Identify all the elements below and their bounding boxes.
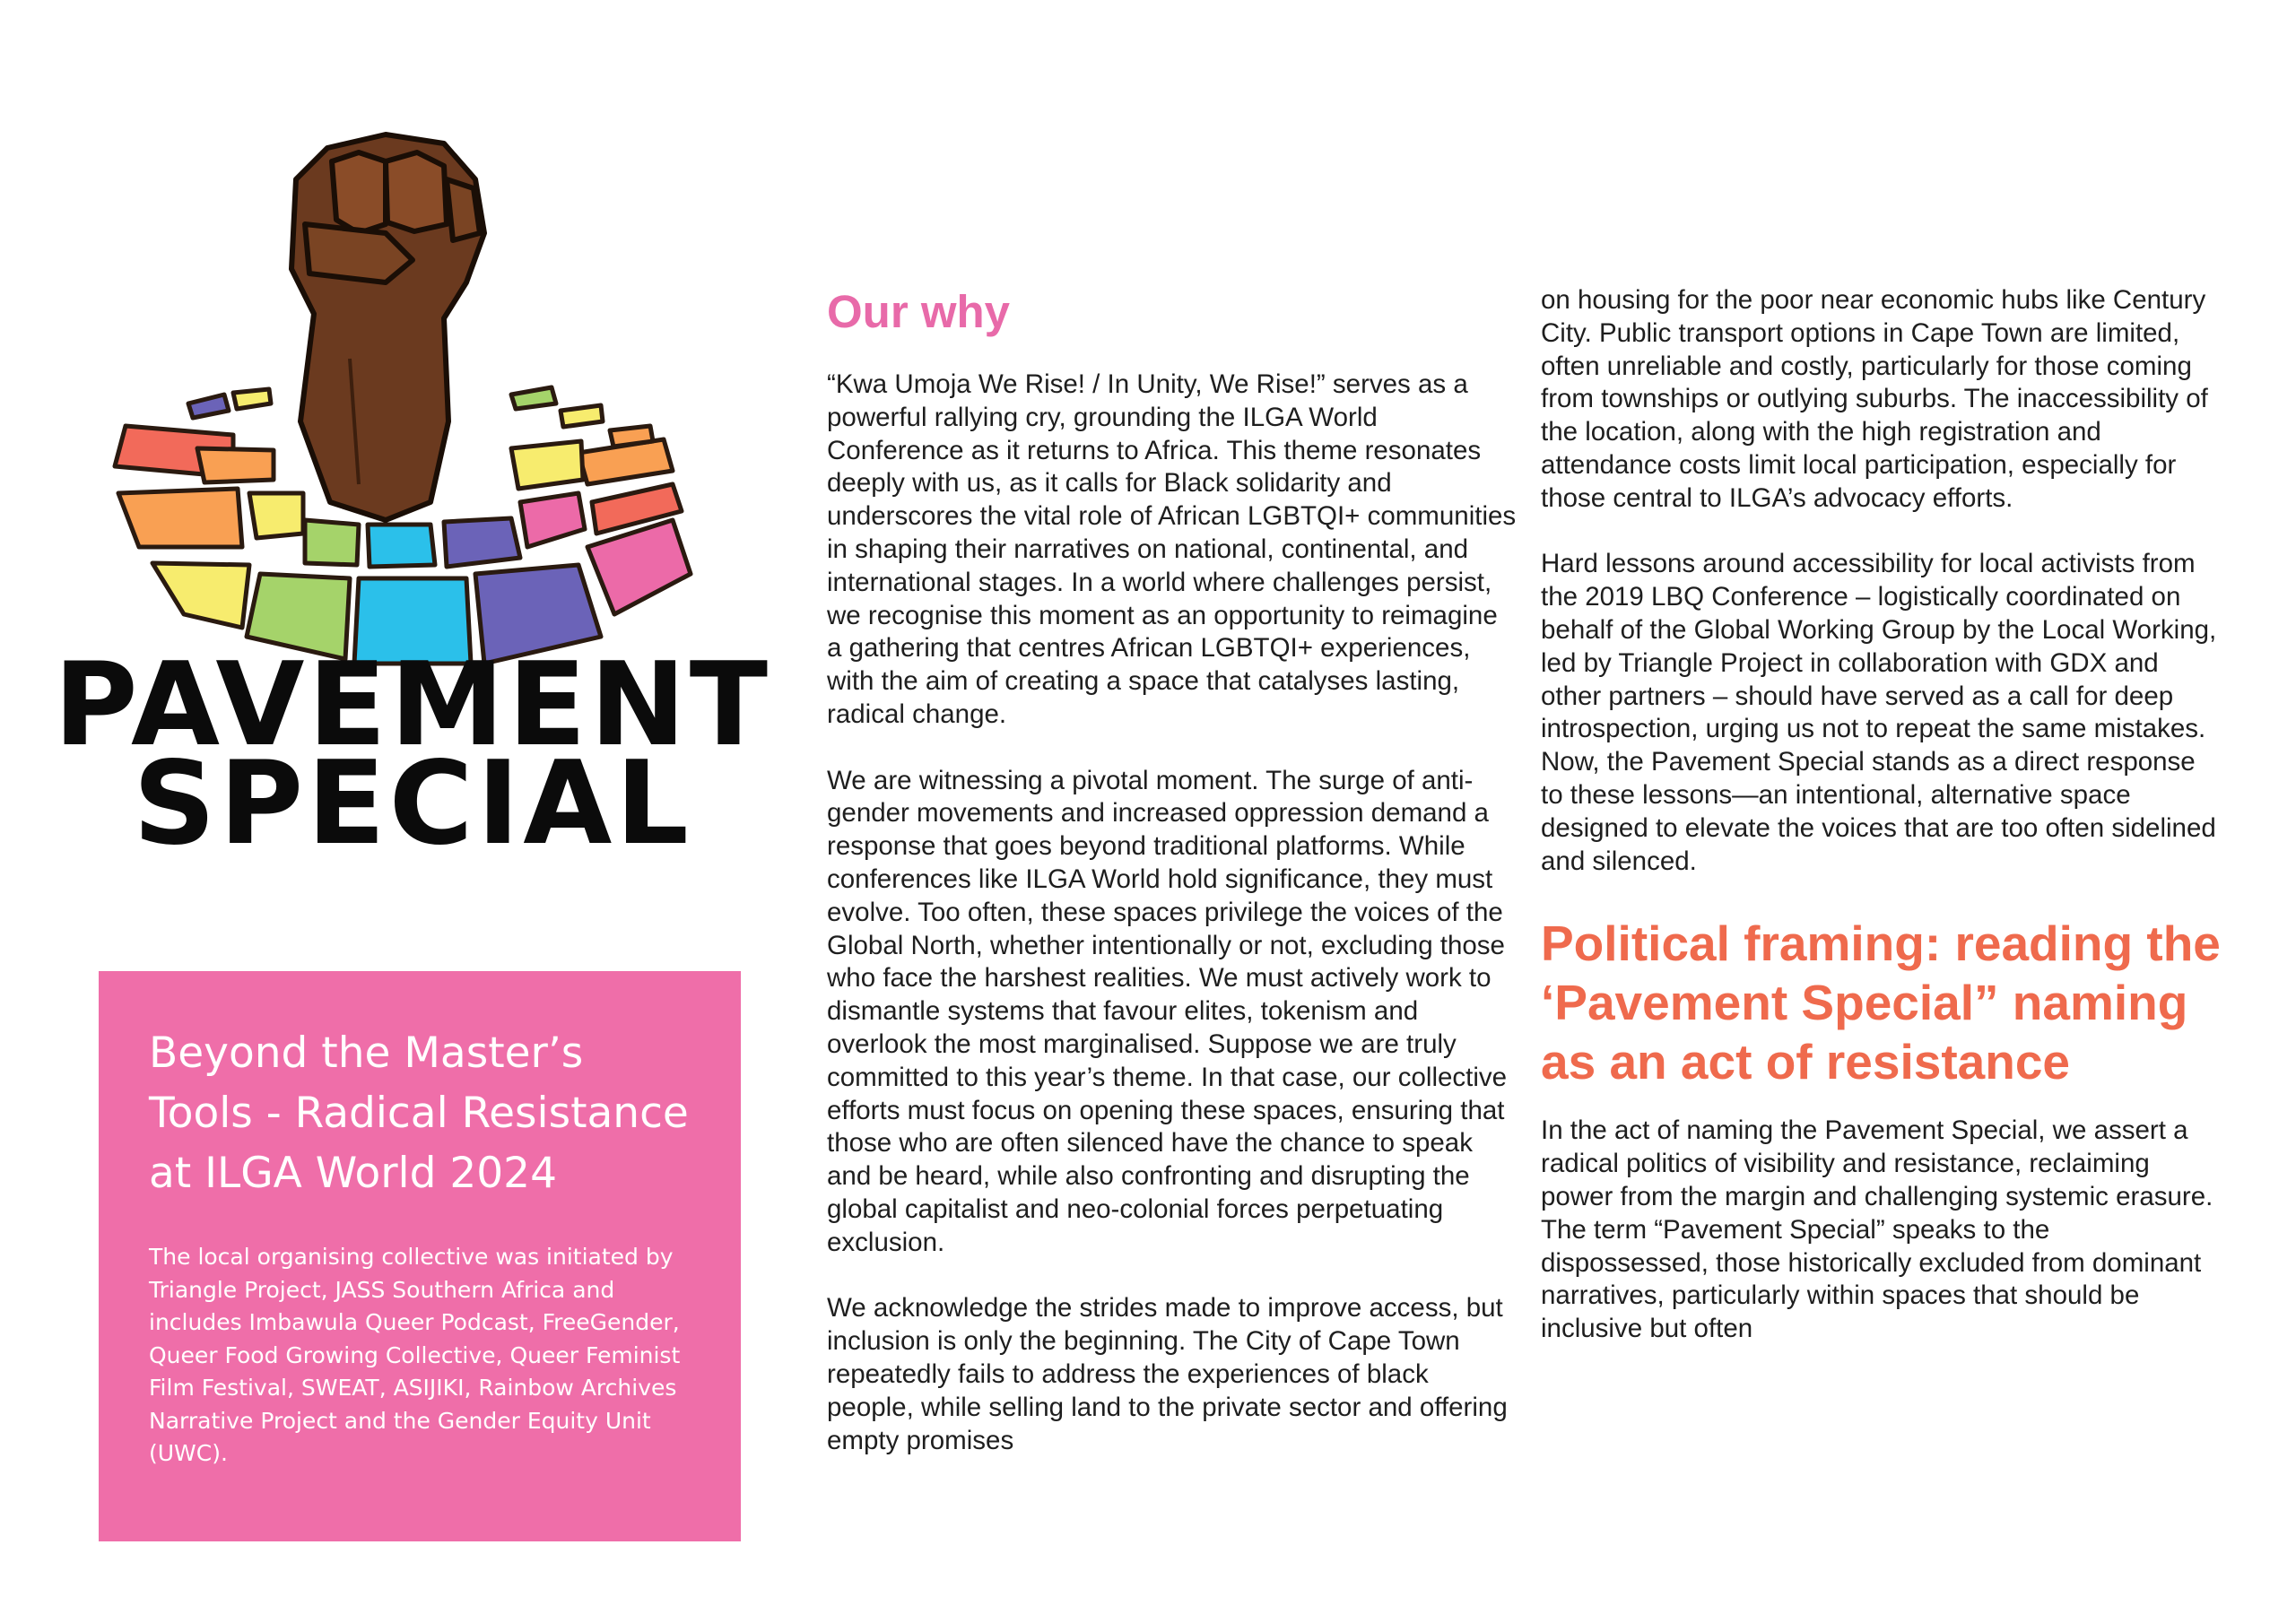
our-why-heading: Our why	[827, 286, 1011, 337]
continued-paragraph-2: Hard lessons around accessibility for local activists from the 2019 LBQ Conference – logistically coordinated on behalf of the Global Working Group by the Local Working, led by Triangle Project in collaboration with GDX and other partners – should have served as a call for deep introspection, urging us not to repeat the same mistakes. Now, the Pavement Special stands as a direct response to these lessons—an intentional, alternative space designed to elevate the voices that are too often sidelined and silenced.	[1541, 549, 2217, 876]
sidebar-title: Beyond the Master’s Tools - Radical Resistance at ILGA World 2024	[149, 1028, 689, 1198]
sidebar-body: The local organising collective was initiated by Triangle Project, JASS Southern Africa and includes Imbawula Queer Podcast, FreeGender, Queer Food Growing Collective, Queer Feminist Film Festival, SWEAT, ASIJIKI, Rainbow Archives Narrative Project and the Gender Equity Unit (UWC).	[149, 1244, 681, 1466]
raised-fist-icon	[291, 135, 484, 520]
our-why-paragraph-3: We acknowledge the strides made to improve access, but inclusion is only the beginning. The City of Cape Town repeatedly fails to address the experiences of black people, while selling land to the private sector and offering empty promises	[827, 1293, 1508, 1455]
column-political-framing	[1541, 284, 2222, 1379]
political-framing-heading: Political framing: reading the ‘Pavement Special” naming as an act of resistance	[1541, 916, 2221, 1090]
political-framing-paragraph: In the act of naming the Pavement Special, we assert a radical politics of visibility and resistance, reclaiming power from the margin and challenging systemic erasure. The term “Pavement Special” speaks to the dispossessed, those historically excluded from dominant narratives, particularly within spaces that should be inclusive but often	[1541, 1115, 2213, 1344]
pavement-special-logo	[53, 126, 772, 871]
logo-title-line2: SPECIAL	[133, 737, 692, 871]
our-why-paragraph-1: “Kwa Umoja We Rise! / In Unity, We Rise!” serves as a powerful rallying cry, grounding the ILGA World Conference as it returns to Africa. This theme resonates deeply with us, as it calls for Black solidarity and underscores the vital role of African LGBTQI+ communities in shaping their narratives on national, continental, and international stages. In a world where challenges persist, we recognise this moment as an opportunity to reimagine a gathering that centres African LGBTQI+ experiences, with the aim of creating a space that catalyses lasting, radical change.	[827, 369, 1517, 729]
column-our-why	[827, 282, 1518, 1490]
logo-title-line1: PAVEMENT	[53, 638, 772, 772]
logo-graphic	[53, 126, 772, 871]
collective-info-box	[99, 971, 741, 1541]
continued-paragraph-1: on housing for the poor near economic hubs like Century City. Public transport options in Cape Town are limited, often unreliable and costly, particularly for those coming from townships or outlying suburbs. The inaccessibility of the location, along with the high registration and attendance costs limit local participation, especially for those central to ILGA’s advocacy efforts.	[1541, 285, 2208, 513]
our-why-paragraph-2: We are witnessing a pivotal moment. The surge of anti-gender movements and increased oppression demand a response that goes beyond traditional platforms. While conferences like ILGA World hold significance, they must evolve. Too often, these spaces privilege the voices of the Global North, whether intentionally or not, excluding those who face the harshest realities. We must actively work to dismantle systems that favour elites, tokenism and overlook the most marginalised. Suppose we are truly committed to this year’s theme. In that case, our collective efforts must focus on opening these spaces, ensuring that those who are often silenced have the chance to speak and be heard, while also confronting and disrupting the global capitalist and neo-colonial forces perpetuating exclusion.	[827, 765, 1508, 1257]
